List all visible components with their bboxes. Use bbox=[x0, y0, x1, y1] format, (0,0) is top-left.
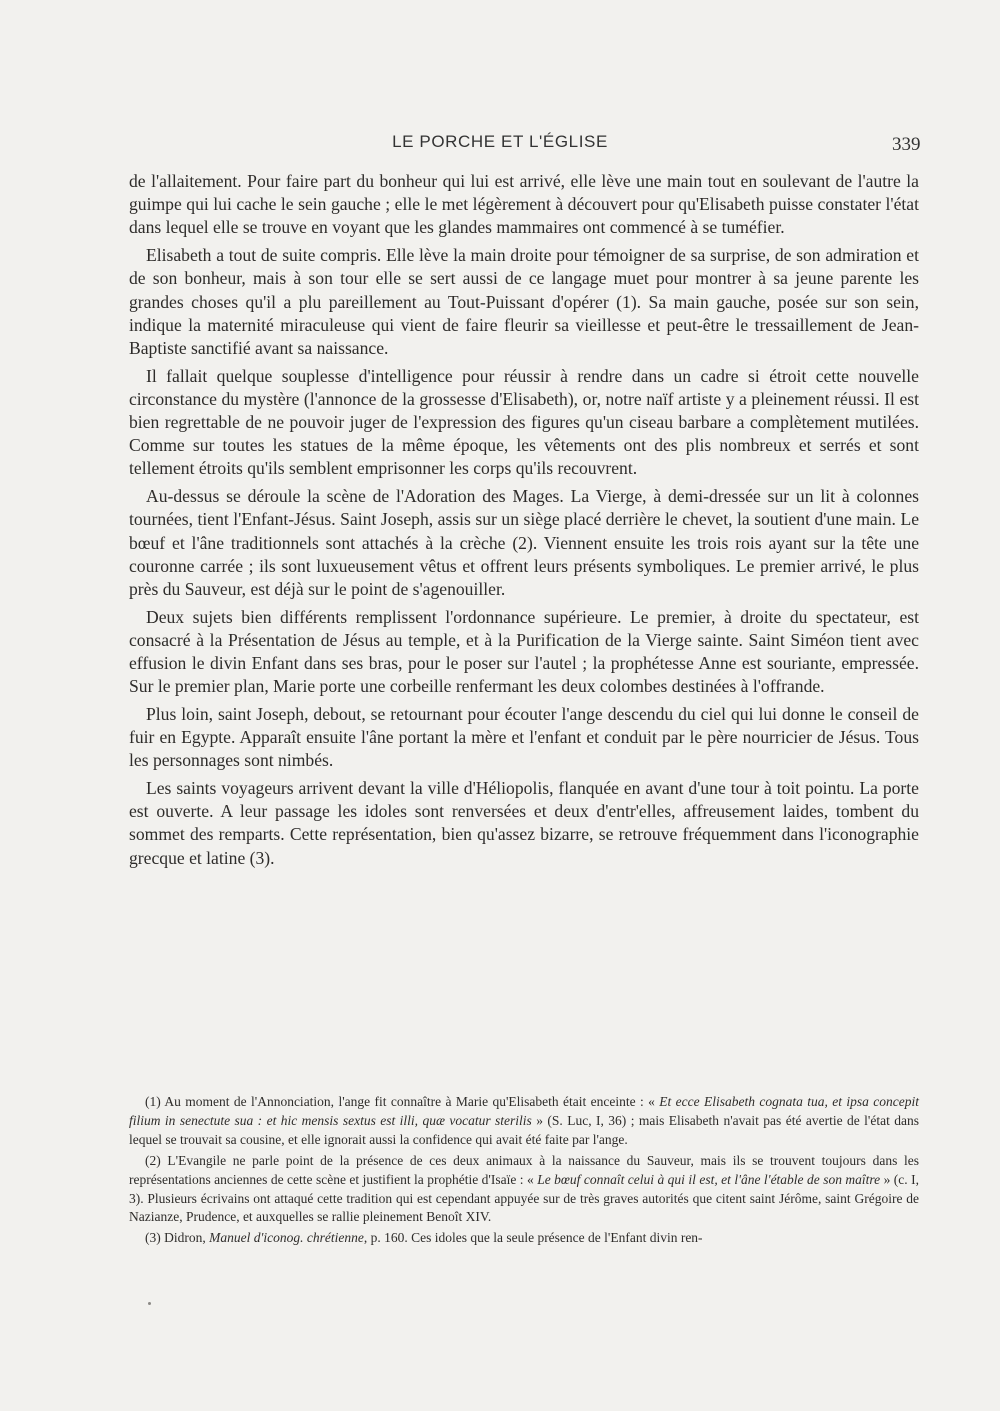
footnote-1 bbox=[129, 1093, 919, 1150]
ink-speck bbox=[148, 1302, 151, 1305]
footnote-book-title: Manuel d'iconog. chrétienne bbox=[209, 1230, 364, 1246]
footnotes bbox=[129, 1093, 919, 1250]
body-paragraph: de l'allaitement. Pour faire part du bonheur qui lui est arrivé, elle lève une main tout en soulevant de l'autre la guimpe qui lui cache le sein gauche ; elle le met légèrement à découvert pour qu'Elisabeth puisse constater l'état dans lequel elle se trouve en voyant que les glandes mammaires ont commencé à se tuméfier. bbox=[129, 171, 919, 238]
page-header bbox=[0, 130, 1000, 160]
body-paragraph: Au-dessus se déroule la scène de l'Adoration des Mages. La Vierge, à demi-dressée sur un lit à colonnes tournées, tient l'Enfant-Jésus. Saint Joseph, assis sur un siège placé derrière le chevet, la soutient d'une main. Le bœuf et l'âne traditionnels sont attachés à la crèche (2). Viennent ensuite les trois rois ayant sur la tête une couronne carrée ; ils sont luxueusement vêtus et offrent leurs présents symboliques. Le premier arrivé, le plus près du Sauveur, est déjà sur le point de s'agenouiller. bbox=[129, 486, 919, 599]
footnote-quote: Et ecce Elisabeth cognata tua, et ipsa concepit filium in senectute sua : et hic mensis sextus est illi, quæ vocatur sterilis bbox=[129, 1094, 919, 1128]
body-paragraph: Plus loin, saint Joseph, debout, se retournant pour écouter l'ange descendu du ciel qui lui donne le conseil de fuir en Egypte. Apparaît ensuite l'âne portant la mère et l'enfant et conduit par le père nourricier de Jésus. Tous les personnages sont nimbés. bbox=[129, 703, 919, 771]
footnote-text: , p. 160. Ces idoles que la seule présence de l'Enfant divin ren- bbox=[363, 1230, 703, 1246]
footnote-3 bbox=[129, 1229, 919, 1248]
footnote-text: » (c. I, 3). Plusieurs écrivains ont attaqué cette tradition qui est cependant appuyée sur de très graves autorités que citent saint Jérôme, saint Grégoire de Nazianze, Prudence, et auxquelles se rallie pleinement Benoît XIV. bbox=[129, 1171, 919, 1225]
footnote-quote: Le bœuf connaît celui à qui il est, et l'âne l'étable de son maître bbox=[537, 1171, 881, 1187]
body-paragraph: Les saints voyageurs arrivent devant la ville d'Héliopolis, flanquée en avant d'une tour à toit pointu. La porte est ouverte. A leur passage les idoles sont renversées et deux d'entr'elles, affreusement laides, tombent du sommet des remparts. Cette représentation, bien qu'assez bizarre, se retrouve fréquemment dans l'iconographie grecque et latine (3). bbox=[129, 778, 919, 868]
footnote-text: » (S. Luc, I, 36) ; mais Elisabeth n'avait pas été avertie de l'état dans lequel se trouvait sa cousine, et elle ignorait aussi la confidence qui avait été faite par l'ange. bbox=[129, 1112, 920, 1147]
body-paragraph: Deux sujets bien différents remplissent l'ordonnance supérieure. Le premier, à droite du spectateur, est consacré à la Présentation de Jésus au temple, et à la Purification de la Vierge sainte. Saint Siméon tient avec effusion le divin Enfant dans ses bras, pour le poser sur l'autel ; la prophétesse Anne est souriante, empressée. Sur le premier plan, Marie porte une corbeille renfermant les deux colombes destinées à l'offrande. bbox=[129, 606, 919, 697]
page-number: 339 bbox=[892, 134, 921, 155]
footnote-text: (3) Didron, bbox=[145, 1230, 210, 1246]
footnote-2 bbox=[129, 1152, 919, 1228]
running-title: LE PORCHE ET L'ÉGLISE bbox=[392, 132, 608, 151]
footnote-text: (1) Au moment de l'Annonciation, l'ange fit connaître à Marie qu'Elisabeth était enceinte : « bbox=[145, 1094, 660, 1109]
body-text bbox=[129, 170, 919, 874]
body-paragraph: Elisabeth a tout de suite compris. Elle lève la main droite pour témoigner de sa surprise, de son admiration et de son bonheur, mais à son tour elle se sert aussi de ce langage muet pour montrer à sa jeune parente les grandes choses qu'il a plu pareillement au Tout-Puissant d'opérer (1). Sa main gauche, posée sur son sein, indique la maternité miraculeuse qui vient de faire fleurir sa vieillesse et peut-être le tressaillement de Jean-Baptiste sanctifié avant sa naissance. bbox=[129, 245, 919, 358]
footnote-text: (2) L'Evangile ne parle point de la présence de ces deux animaux à la naissance du Sauveur, mais ils se trouvent toujours dans les représentations anciennes de cette scène et justifient la prophétie d'Isaïe : « bbox=[129, 1152, 919, 1187]
body-paragraph: Il fallait quelque souplesse d'intelligence pour réussir à rendre dans un cadre si étroit cette nouvelle circonstance du mystère (l'annonce de la grossesse d'Elisabeth), or, notre naïf artiste y a pleinement réussi. Il est bien regrettable de ne pouvoir juger de l'expression des figures qu'un ciseau barbare a complètement mutilées. Comme sur toutes les statues de la même époque, les vêtements ont des plis nombreux et serrés et sont tellement étroits qu'ils semblent emprisonner les corps qu'ils recouvrent. bbox=[129, 365, 919, 479]
